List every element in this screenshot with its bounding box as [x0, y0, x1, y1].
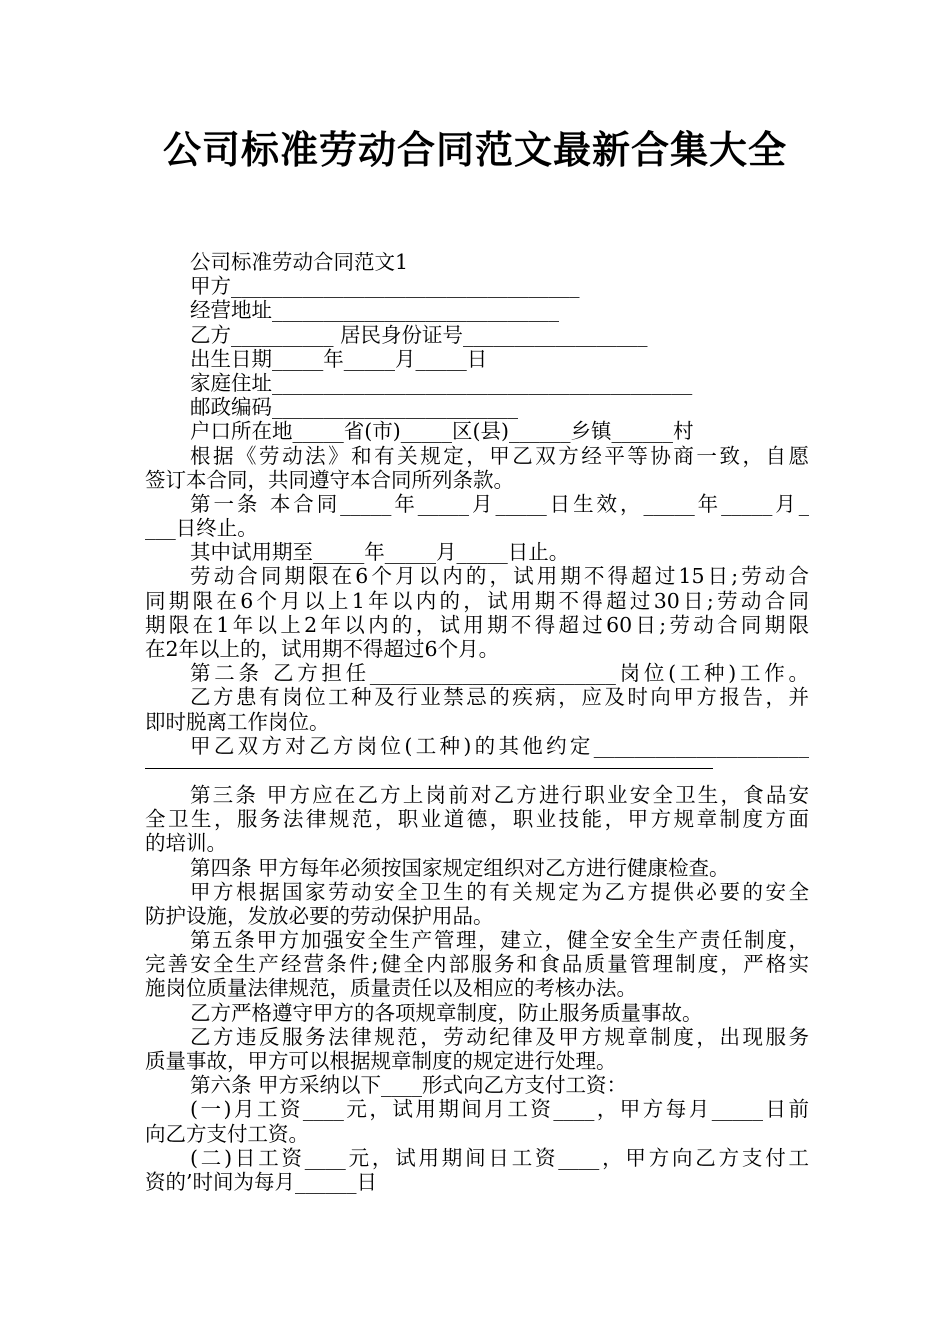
text-line: 甲方根据国家劳动安全卫生的有关规定为乙方提供必要的安全: [190, 879, 809, 904]
text-line: 期限在1年以上2年以内的，试用期不得超过60日;劳动合同期限: [145, 612, 809, 637]
text-line: 第四条 甲方每年必须按国家规定组织对乙方进行健康检查。: [190, 855, 730, 880]
text-line: 第二条 乙方担任________________________岗位(工种)工作。: [190, 661, 809, 686]
text-line: 全卫生，服务法律规范，职业道德，职业技能，甲方规章制度方面: [145, 807, 809, 832]
text-line: 同期限在6个月以上1年以内的，试用期不得超过30日;劳动合同: [145, 588, 809, 613]
text-line: 第六条 甲方采纳以下____形式向乙方支付工资：: [190, 1073, 628, 1098]
text-line: 防护设施，发放必要的劳动保护用品。: [145, 903, 494, 928]
text-line: 第一条 本合同_____年_____月_____日生效，_____年_____月_: [190, 491, 809, 516]
text-line: 家庭住址_________________________________________: [190, 370, 693, 395]
text-line: 邮政编码________________________: [190, 395, 518, 420]
text-line: 出生日期_____年_____月_____日: [190, 346, 488, 371]
blank-fill-line: [145, 758, 713, 769]
text-line: ___日终止。: [145, 516, 258, 541]
text-line: 在2年以上的，试用期不得超过6个月。: [145, 637, 500, 661]
text-line: 甲方__________________________________: [190, 274, 580, 299]
text-line: 户口所在地_____省(市)_____区(县)______乡镇______村: [190, 419, 694, 444]
text-line: 劳动合同期限在6个月以内的，试用期不得超过15日;劳动合: [190, 564, 809, 589]
text-line: 第三条 甲方应在乙方上岗前对乙方进行职业安全卫生，食品安: [190, 782, 809, 807]
text-line: 其中试用期至_____年_____月_____日止。: [190, 540, 570, 565]
text-line: 向乙方支付工资。: [145, 1121, 309, 1146]
text-line: 甲乙双方对乙方岗位(工种)的其他约定_____________________: [190, 733, 809, 758]
document-title: 公司标准劳动合同范文最新合集大全: [162, 128, 787, 172]
text-line: 的培训。: [145, 831, 227, 856]
text-line: 乙方患有岗位工种及行业禁忌的疾病，应及时向甲方报告，并: [190, 685, 809, 710]
text-line: (二)日工资____元，试用期间日工资____，甲方向乙方支付工: [190, 1145, 809, 1170]
text-line: 施岗位质量法律规范，质量责任以及相应的考核办法。: [145, 976, 637, 1001]
document-body: [145, 250, 809, 1194]
text-line: (一)月工资____元，试用期间月工资____，甲方每月_____日前: [190, 1097, 809, 1122]
text-line: 质量事故，甲方可以根据规章制度的规定进行处理。: [145, 1049, 617, 1073]
text-line: 乙方__________ 居民身份证号__________________: [190, 322, 648, 347]
text-line: 完善安全生产经营条件;健全内部服务和食品质量管理制度，严格实: [145, 952, 809, 977]
text-line: 乙方违反服务法律规范，劳动纪律及甲方规章制度，出现服务: [190, 1024, 809, 1049]
text-line: 第五条甲方加强安全生产管理，建立，健全安全生产责任制度，: [190, 928, 809, 953]
text-line: 根据《劳动法》和有关规定，甲乙双方经平等协商一致，自愿: [190, 443, 809, 468]
text-line: 经营地址____________________________: [190, 298, 559, 323]
text-line: 公司标准劳动合同范文1: [190, 250, 409, 274]
text-line: 即时脱离工作岗位。: [145, 709, 330, 734]
text-line: 乙方严格遵守甲方的各项规章制度，防止服务质量事故。: [190, 1000, 703, 1025]
text-line: 资的’时间为每月______日: [145, 1169, 378, 1194]
text-line: 签订本合同，共同遵守本合同所列条款。: [145, 467, 514, 492]
